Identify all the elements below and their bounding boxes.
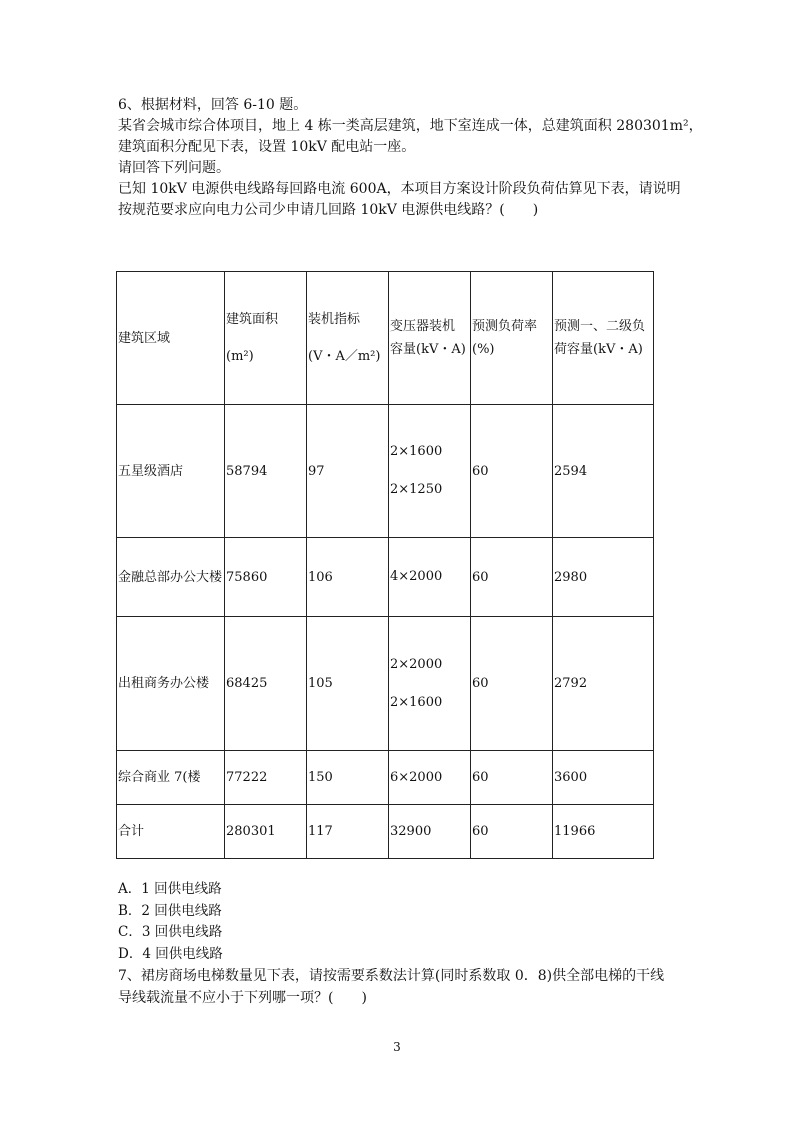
table-row [117, 405, 654, 538]
table-row [117, 617, 654, 751]
cell-rate: 60 [471, 617, 553, 751]
cell-size: 68425 [225, 617, 307, 751]
header-text: 预测负荷率 [472, 319, 538, 334]
intro-line: 6、根据材料，回答 6-10 题。 [118, 97, 308, 113]
cell-capacity: 3600 [553, 751, 654, 805]
cell-size: 77222 [225, 751, 307, 805]
cell-area: 综合商业 7(楼 [117, 751, 225, 805]
header-text: 建筑区域 [118, 330, 171, 346]
intro-line: 某省会城市综合体项目，地上 4 栋一类高层建筑，地下室连成一体，总建筑面积 280301m²， [118, 118, 703, 134]
header-index [307, 272, 389, 405]
cell-size: 75860 [225, 538, 307, 617]
header-text: 预测一、二级负 [554, 319, 646, 334]
header-rate [471, 272, 553, 405]
transformer-line: 2×1600 [390, 694, 443, 710]
cell-rate: 60 [471, 538, 553, 617]
cell-index: 117 [307, 805, 389, 859]
cell-capacity: 2792 [553, 617, 654, 751]
cell-size: 280301 [225, 805, 307, 859]
option-a: A．1 回供电线路 [118, 881, 222, 897]
intro-line: 按规范要求应向电力公司少申请几回路 10kV 电源供电线路？( ) [118, 202, 539, 218]
cell-area: 五星级酒店 [117, 405, 225, 538]
intro-line: 已知 10kV 电源供电线路每回路电流 600A，本项目方案设计阶段负荷估算见下表，请说明 [118, 181, 681, 197]
option-b: B．2 回供电线路 [118, 902, 222, 919]
header-unit: (%) [472, 342, 495, 357]
cell-index: 105 [307, 617, 389, 751]
transformer-line: 4×2000 [390, 569, 443, 584]
cell-area: 合计 [117, 805, 225, 859]
transformer-line: 32900 [390, 823, 432, 839]
cell-index: 97 [307, 405, 389, 538]
load-estimate-table [116, 271, 654, 859]
cell-rate: 60 [471, 751, 553, 805]
table-header-row [117, 272, 654, 405]
cell-rate: 60 [471, 805, 553, 859]
header-area [117, 272, 225, 405]
header-unit: 容量(kV・A) [390, 342, 466, 357]
page-number: 3 [393, 1040, 401, 1054]
header-capacity [553, 272, 654, 405]
transformer-line: 2×1600 [390, 444, 443, 459]
transformer-line: 6×2000 [390, 769, 443, 785]
cell-transformer [389, 405, 471, 538]
option-c: C．3 回供电线路 [118, 924, 223, 940]
cell-index: 106 [307, 538, 389, 617]
table-row [117, 538, 654, 617]
option-d: D．4 回供电线路 [118, 945, 223, 962]
header-unit: (V・A／m²) [308, 349, 381, 364]
header-size [225, 272, 307, 405]
header-unit: (m²) [226, 349, 254, 364]
cell-transformer [389, 751, 471, 805]
cell-capacity: 2980 [553, 538, 654, 617]
cell-rate: 60 [471, 405, 553, 538]
header-text: 建筑面积 [226, 312, 279, 327]
cell-area: 金融总部办公大楼 [117, 538, 225, 617]
cell-capacity: 11966 [553, 805, 654, 859]
question-line: 导线载流量不应小于下列哪一项？( ) [118, 990, 367, 1006]
intro-line: 请回答下列问题。 [118, 160, 230, 176]
header-text: 变压器装机 [390, 319, 456, 334]
table-total-row [117, 805, 654, 859]
cell-area: 出租商务办公楼 [117, 617, 225, 751]
question-line: 7、裙房商场电梯数量见下表，请按需要系数法计算(同时系数取 0．8)供全部电梯的干线 [118, 968, 665, 984]
cell-index: 150 [307, 751, 389, 805]
header-unit: 荷容量(kV・A) [554, 342, 643, 357]
header-transformer [389, 272, 471, 405]
question-6-intro [118, 95, 718, 221]
header-text: 装机指标 [308, 312, 361, 327]
cell-transformer [389, 805, 471, 859]
question-7 [118, 965, 698, 1009]
cell-transformer [389, 538, 471, 617]
cell-size: 58794 [225, 405, 307, 538]
transformer-line: 2×1250 [390, 482, 443, 497]
cell-capacity: 2594 [553, 405, 654, 538]
transformer-line: 2×2000 [390, 656, 443, 672]
table-row [117, 751, 654, 805]
answer-options [118, 879, 223, 965]
intro-line: 建筑面积分配见下表，设置 10kV 配电站一座。 [118, 139, 416, 155]
cell-transformer [389, 617, 471, 751]
